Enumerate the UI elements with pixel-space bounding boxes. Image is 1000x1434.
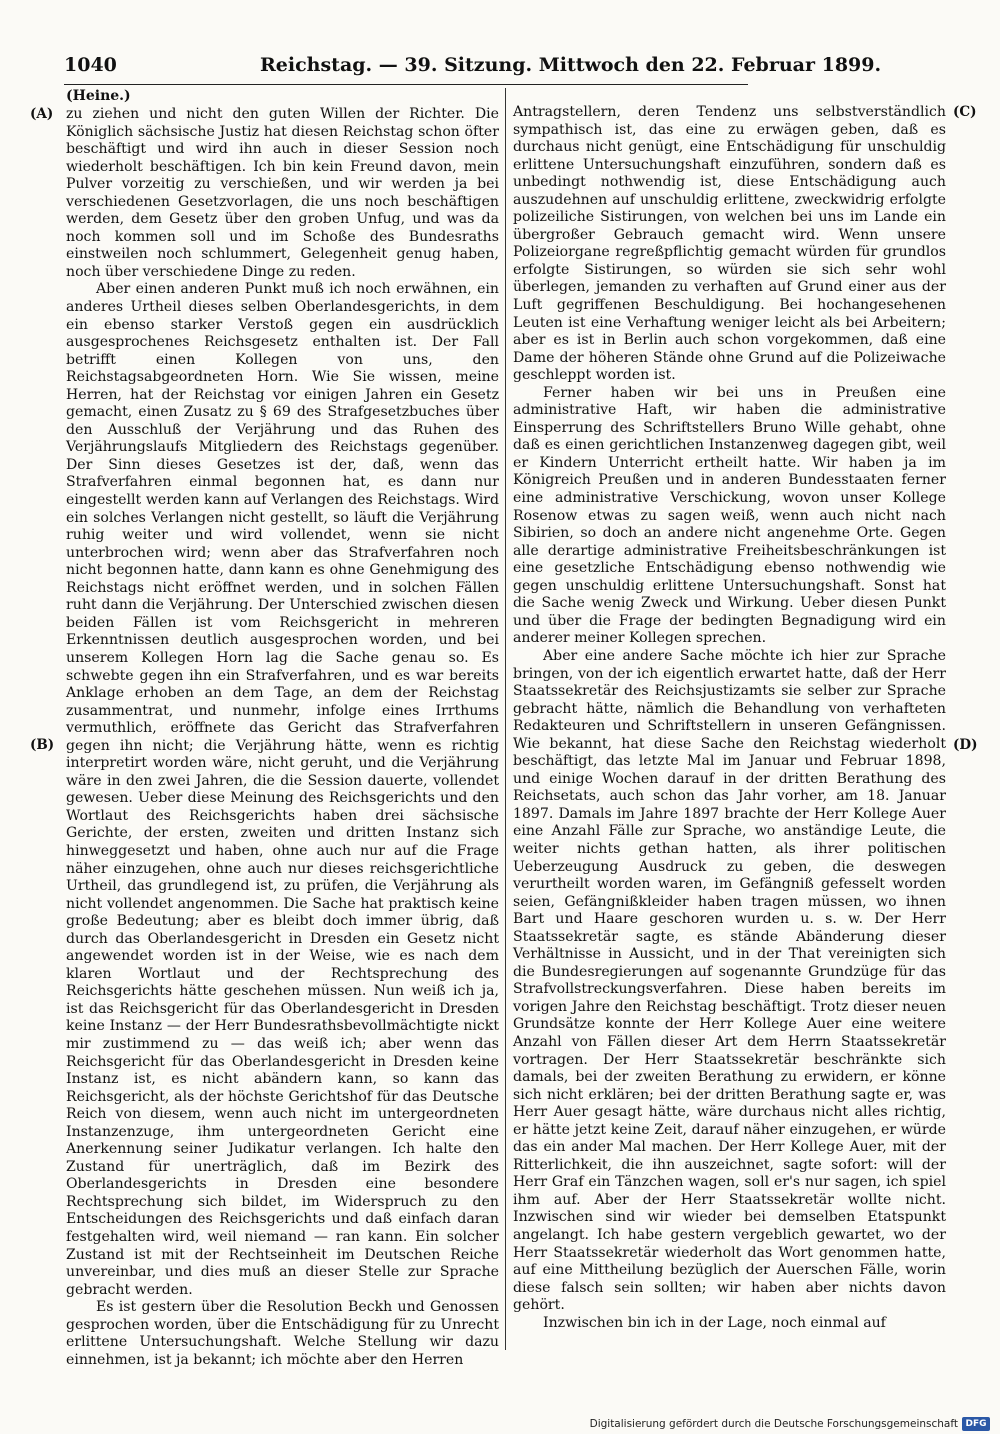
speaker-name: (Heine.) [66, 88, 131, 104]
margin-mark-d: (D) [953, 737, 978, 753]
digitization-footer [589, 1416, 992, 1434]
dfg-logo-icon: DFG [962, 1417, 990, 1431]
paragraph: Aber einen anderen Punkt muß ich noch erwähnen, ein anderes Urtheil dieses selben Oberlandesgerichts, in dem ein ebenso starker Verstoß gegen ein ausdrücklich ausgesprochenes Reichsgesetz enthalten ist. Der Fall betrifft einen Kollegen von uns, den Reichstagsabgeordneten Horn. Wie Sie wissen, meine Herren, hat der Reichstag vor einigen Jahren ein Gesetz gemacht, einen Zusatz zu § 69 des Strafgesetzbuches über den Ausschluß der Verjährung und das Ruhen des Verjährungslaufs Mitgliedern des Reichstags gegenüber. Der Sinn dieses Gesetzes ist der, daß, wenn das Strafverfahren einmal begonnen hat, es dann nur eingestellt werden kann auf Verlangen des Reichstags. Wird ein solches Verlangen nicht gestellt, so läuft die Verjährung ruhig weiter und wird vollendet, wenn sie nicht unterbrochen wird; wenn aber das Strafverfahren noch nicht begonnen hatte, dann kann es ohne Genehmigung des Reichstags nicht eröffnet werden, und in solchen Fällen ruht dann die Verjährung. Der Unterschied zwischen diesen beiden Fällen ist vom Reichsgericht in mehreren Erkenntnissen deutlich ausgesprochen worden, und bei unserem Kollegen Horn lag die Sache genau so. Es schwebte gegen ihn ein Strafverfahren, und es war bereits Anklage erhoben an dem Tage, an dem der Reichstag zusammentrat, und nunmehr, infolge eines Irrthums vermuthlich, eröffnete das Gericht das Strafverfahren gegen ihn nicht; die Verjährung hätte, wenn es richtig interpretirt worden wäre, nicht geruht, und die Verjährung wäre in den zwei Jahren, die die Session dauerte, vollendet gewesen. Ueber diese Meinung des Reichsgerichts und den Wortlaut des Reichsgerichts haben drei sächsische Gerichte, der ersten, zweiten und dritten Instanz sich hinweggesetzt und haben, ohne auch nur auf die Frage näher einzugehen, ohne auch nur dieses reichsgerichtliche Urtheil, das grundlegend ist, zu prüfen, die Verjährung als nicht vollendet angenommen. Die Sache hat praktisch keine große Bedeutung; aber es bleibt doch immer übrig, daß durch das Oberlandesgericht in Dresden ein Gesetz nicht angewendet worden ist in der Weise, wie es nach dem klaren Wortlaut und der Rechtsprechung des Reichsgerichts hätte geschehen müssen. Nun weiß ich ja, ist das Reichsgericht für das Oberlandesgericht in Dresden keine Instanz — der Herr Bundesrathsbevollmächtigte nickt mir zustimmend zu — das weiß ich; aber wenn das Reichsgericht für das Oberlandesgericht in Dresden keine Instanz ist, es nicht abändern kann, so kann das Reichsgericht, als der höchste Gerichtshof für das Deutsche Reich von diesem, wenn auch nicht im untergeordneten Instanzenzuge, ihm untergeordneten Gericht eine Anerkennung seiner Judikatur verlangen. Ich halte den Zustand für unerträglich, daß im Bezirk des Oberlandesgerichts in Dresden eine besondere Rechtsprechung sich bildet, im Widerspruch zu den Entscheidungen des Reichsgerichts und daß einfach daran festgehalten wird, weil niemand — ran kann. Ein solcher Zustand ist mit der Rechtseinheit im Deutschen Reiche unvereinbar, und dies muß an dieser Stelle zur Sprache gebracht werden. [66, 281, 499, 1298]
left-column [66, 106, 499, 1368]
margin-mark-b: (B) [30, 737, 55, 753]
paragraph: zu ziehen und nicht den guten Willen der Richter. Die Königlich sächsische Justiz hat diesen Reichstag schon öfter beschäftigt und wird ihn auch in dieser Session noch wiederholt beschäftigen. Ich bin kein Freund davon, mein Pulver vorzeitig zu verschießen, und wir werden ja bei verschiedenen Gesetzvorlagen, die uns noch beschäftigen werden, dem Gesetz über den groben Unfug, und was da noch kommen soll und im Schoße des Bundesraths einstweilen noch schlummert, Gelegenheit genug haben, noch über verschiedene Dinge zu reden. [66, 106, 499, 280]
right-column [513, 104, 946, 1344]
paragraph: Aber eine andere Sache möchte ich hier zur Sprache bringen, von der ich eigentlich erwartet hatte, daß der Herr Staatssekretär des Reichsjustizamts sie selber zur Sprache gebracht hätte, nämlich die Behandlung von verhafteten Redakteuren und Schriftstellern in unseren Gefängnissen. Wie bekannt, hat diese Sache den Reichstag wiederholt beschäftigt, das letzte Mal im Januar und Februar 1898, und einige Wochen darauf in der dritten Berathung des Reichsetats, auch schon das Jahr vorher, am 18. Januar 1897. Damals im Jahre 1897 brachte der Herr Kollege Auer eine Anzahl Fälle zur Sprache, wo anständige Leute, die weiter nichts gethan hatten, als ihrer politischen Ueberzeugung Ausdruck zu geben, die deswegen verurtheilt worden waren, im Gefängniß gefesselt worden seien, Gefängnißkleider haben tragen müssen, wo ihnen Bart und Haare geschoren wurden u. s. w. Der Herr Staatssekretär sagte, es stände Abänderung dieser Verhältnisse in Aussicht, und in der That vereinigten sich die Bundesregierungen auf sogenannte Grundzüge für das Strafvollstreckungsverfahren. Diese haben bereits im vorigen Jahre den Reichstag beschäftigt. Trotz dieser neuen Grundsätze konnte der Herr Kollege Auer eine weitere Anzahl von Fällen dieser Art dem Herrn Staatssekretär vortragen. Der Herr Staatssekretär beschränkte sich damals, bei der zweiten Berathung zu erwidern, er könne sich nicht erklären; bei der dritten Berathung sagte er, was Herr Auer gesagt hätte, wäre durchaus nicht alles richtig, er hätte jetzt keine Zeit, darauf näher einzugehen, er würde das ein ander Mal machen. Der Herr Kollege Auer, mit der Ritterlichkeit, die ihn auszeichnet, sagte sofort: will der Herr Graf ein Tänzchen wagen, soll er's nur sagen, ich spiel ihm auf. Aber der Herr Staatssekretär wollte nicht. Inzwischen sind wir wieder bei demselben Etatspunkt angelangt. Ich habe gestern vergeblich gewartet, wo der Herr Staatssekretär wiederholt das Wort genommen hatte, auf eine Mittheilung bezüglich der Auerschen Fälle, worin diese falsch sein sollten; wir haben aber nichts davon gehört. [513, 647, 946, 1314]
margin-mark-c: (C) [953, 104, 977, 120]
paragraph: Antragstellern, deren Tendenz uns selbstverständlich sympathisch ist, das eine zu erwägen geben, daß es durchaus nicht genügt, eine Entschädigung für unschuldig erlittene Untersuchungshaft einzuführen, sondern daß es unbedingt nothwendig ist, diese Entschädigung auch auszudehnen auf unschuldig erlittene, zweckwidrig erfolgte polizeiliche Sistirungen, von welchen bei uns im Lande ein übergroßer Gebrauch gemacht wird. Wenn unsere Polizeiorgane regreßpflichtig gemacht würden für grundlos erfolgte Sistirungen, so würden sie sich sehr wohl überlegen, jemanden zu verhaften auf Grund einer aus der Luft gegriffenen Beschuldigung. Bei hochangesehenen Leuten ist eine Verhaftung weniger leicht als bei Arbeitern; aber es ist in Berlin auch schon vorgekommen, daß eine Dame der höheren Stände ohne Grund auf die Polizeiwache geschleppt worden ist. [513, 104, 946, 384]
paragraph: Es ist gestern über die Resolution Beckh und Genossen gesprochen worden, über die Entschädigung für zu Unrecht erlittene Untersuchungshaft. Welche Stellung wir dazu einnehmen, ist ja bekannt; ich möchte aber den Herren [66, 1299, 499, 1368]
footer-text: Digitalisierung gefördert durch die Deutsche Forschungsgemeinschaft [589, 1418, 958, 1430]
column-divider [505, 88, 506, 1350]
paragraph: Ferner haben wir bei uns in Preußen eine administrative Haft, wir haben die administrative Einsperrung des Schriftstellers Bruno Wille gehabt, ohne daß es einen gerichtlichen Instanzenweg dagegen gibt, weil er Kindern Unterricht ertheilt hatte. Wir haben ja im Königreich Preußen und in anderen Bundesstaaten ferner eine administrative Verschickung, wovon unser Kollege Rosenow etwas zu sagen weiß, wenn auch nicht nach Sibirien, so doch an andere nicht angenehme Orte. Gegen alle derartige administrative Freiheitsbeschränkungen ist eine gesetzliche Entschädigung ebenso nothwendig wie gegen unschuldig erlittene Untersuchungshaft. Sonst hat die Sache wenig Zweck und Wirkung. Ueber diesen Punkt und über die Frage der bedingten Begnadigung wird ein anderer meiner Kollegen sprechen. [513, 384, 946, 647]
page-number: 1040 [64, 54, 117, 76]
paragraph: Inzwischen bin ich in der Lage, noch einmal auf [543, 1314, 886, 1331]
margin-mark-a: (A) [30, 106, 54, 122]
page-header [64, 50, 882, 85]
running-title: Reichstag. — 39. Sitzung. Mittwoch den 22. Februar 1899. [260, 54, 882, 76]
